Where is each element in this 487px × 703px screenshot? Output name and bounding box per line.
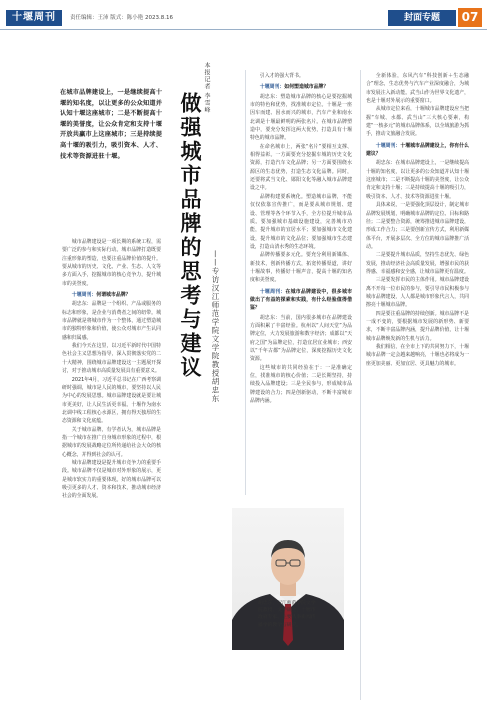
- body-paragraph: 从城市定位来看，十堰城市品牌建设应当把握“车城、水都、武当山”三大核心要素，构建“一核多元”的城市品牌体系，以全域旅游为抓手，推动文旅融合发展。: [366, 106, 469, 138]
- body-paragraph: 关于城市品牌，有学者认为，城市品牌是指一个城市在推广自身城市形象的过程中，根据城市的发展战略定位所传递给社会大众的核心概念，并得到社会的认可。: [62, 426, 161, 458]
- question-label: 十堰周刊：: [259, 288, 286, 295]
- question-label: 十堰周刊：: [71, 292, 97, 299]
- body-paragraph: 胡忠东：品牌是一个组织、产品或服务的标志和形象，是企业与消费者之间的纽带。城市品牌就是将城市作为一个整体，通过塑造城市的独特形象和价值，使公众对城市产生认同感和归属感。: [62, 301, 161, 341]
- body-paragraph: 具体来说，一是要强化顶层设计，制定城市品牌发展规划，明确城市品牌的定位、目标和路径；二是要整合资源，统筹推进城市品牌建设，形成工作合力；三是要创新宣传方式，利用新媒体平台，开展多层次、全方位的城市品牌推广活动。: [366, 202, 469, 250]
- body-paragraph: 胡忠东：塑造城市品牌的核心是要挖掘城市的特色和优势，找准城市定位。十堰是一座因车而建、因水而兴的城市，汽车产业和南水北调是十堰最鲜明的两张名片。在城市品牌塑造中，要充分发挥这两大优势，打造具有十堰特色的城市品牌。: [250, 93, 352, 142]
- body-paragraph: 胡忠东：当前，国内很多城市在品牌建设方面积累了丰富经验。杭州以“人间天堂”为品牌定位，大力发展旅游和数字经济；成都以“天府之国”为品牌定位，打造宜居宜业城市；西安以“千年古都”为品牌定位，深度挖掘历史文化资源。: [250, 314, 352, 363]
- body-column-1: [62, 238, 161, 501]
- photo-caption: 胡忠东，汉江师范学院文学院教授，文学硕士，十堰市政府专家，主要从事新闻传播学的教学与研究。: [258, 601, 316, 628]
- byline: 本报记者 李雪峰: [203, 62, 210, 114]
- lead-quote: 在城市品牌建设上，一是继续提高十堰的知名度，以让更多的公众知道并认知十堰这座城市；二是不断提高十堰的美誉度，让公众肯定和支持十堰开放共赢市上这座城市；三是持续提高十堰的吸引力，吸引资本、人才、技术等资源进驻十堰。: [60, 89, 163, 160]
- column-divider: [360, 70, 361, 700]
- body-paragraph: 二是要提升城市品质，坚持生态优先、绿色发展，推动经济社会高质量发展，增强市民的获得感、幸福感和安全感，让城市品牌更有温度。: [366, 252, 469, 275]
- interview-question: [250, 288, 352, 313]
- body-paragraph: 这些城市的共同经验在于：一是准确定位，找准城市的核心价值；二是长期坚持，持续投入品牌建设；三是全民参与，形成城市品牌建设的合力；四是创新驱动，不断丰富城市品牌内涵。: [250, 364, 352, 405]
- body-paragraph: 我们相信，在全市上下的共同努力下，十堰城市品牌一定会越来越响亮，十堰也必将成为一座更加美丽、更加宜居、更具魅力的城市。: [366, 344, 469, 367]
- column-divider: [245, 70, 246, 495]
- question-text: 如何塑造城市品牌？: [284, 84, 329, 91]
- body-paragraph: 胡忠东：在城市品牌建设上，一是继续提高十堰的知名度，以让更多的公众知道并认知十堰这座城市；二是不断提高十堰的美誉度，让公众肯定和支持十堰；三是持续提高十堰的吸引力，吸引资本、人才、技术等资源进驻十堰。: [366, 160, 469, 200]
- body-paragraph: 引入才的强大背书。: [259, 73, 304, 79]
- body-paragraph: 我们今天在这里，以习近平新时代中国特色社会主义思想为指导，深入贯彻落实党的二十大精神，围绕城市品牌建设这一主题展开探讨，对于推动城市高质量发展具有重要意义。: [62, 343, 161, 375]
- body-paragraph: 三是要发挥市民的主体作用。城市品牌建设离不开每一位市民的参与，要引导市民积极参与城市品牌建设，人人都是城市形象代言人，共同擦亮十堰城市品牌。: [366, 277, 469, 309]
- page-number: 07: [458, 8, 482, 27]
- question-text: 何谓城市品牌？: [96, 292, 131, 299]
- interview-question: [62, 291, 161, 299]
- editor-line: 责任编辑：王沛 版式：陈小艳 2023.8.16: [70, 15, 173, 21]
- section-tab: 封面专题: [388, 10, 456, 26]
- body-paragraph: 城市品牌建设是提升城市竞争力的重要手段。城市品牌不仅是城市对外形象的展示，更是城市软实力的重要体现。好的城市品牌可以吸引更多的人才、资本和技术，推动城市经济社会的全面发展。: [62, 459, 161, 500]
- body-paragraph: 全新体验，东风汽车“科技创新＋生态融合”理念，生态优势与汽车产业深度融合，为城市发展注入新动能。武当山作为世界文化遗产，也是十堰对外展示的重要窗口。: [366, 73, 469, 105]
- body-column-3: [366, 72, 469, 368]
- body-paragraph: 在命名城市上，两张“名片”要相互支撑、相得益彰。一方面要充分挖掘车城的历史文化资源，打造汽车文化品牌；另一方面要围绕水源区的生态优势，打造生态文化品牌。同时，还要将武当文化、郧阳文化等融入城市品牌建设之中。: [250, 143, 352, 192]
- subtitle: ——专访汉江师范学院文学院教授胡忠东: [211, 250, 220, 403]
- body-paragraph: 2021年4月，习近平总书记在广西考察调研时强调，城市是人民的城市，要坚持以人民为中心的发展思想。城市品牌建设就是要让城市更美好，让人民生活更幸福。十堰作为南水北调中线工程核心水源区，拥有得天独厚的生态资源和文化底蕴。: [62, 376, 161, 425]
- interview-question: [366, 142, 469, 159]
- interview-question: [250, 83, 352, 91]
- question-label: 十堰周刊：: [375, 142, 401, 149]
- body-paragraph: 城市品牌建设是一项长期的系统工程，需要广泛的参与和实际行动。城市品牌打造既要注重形象的塑造，也要注重品牌价值的提升。要从城市的历史、文化、产业、生态、人文等多方面入手，挖掘城市的核心竞争力，提升城市的美誉度。: [62, 239, 161, 287]
- headline: 做强城市品牌的思考与建议: [178, 92, 203, 380]
- body-paragraph: 四是要注重品牌的持续创新。城市品牌不是一成不变的，要根据城市发展的新形势、新要求，不断丰富品牌内涵，提升品牌价值，让十堰城市品牌焕发新的生机与活力。: [366, 310, 469, 342]
- question-text: 在城市品牌建设中，很多城市做出了有益的探索和实践，有什么经验值得借鉴？: [250, 288, 352, 312]
- question-label: 十堰周刊：: [259, 84, 285, 91]
- body-paragraph: 品牌传播要多元化。要充分利用新媒体、新技术，创新传播方式，拓宽传播渠道，讲好十堰故事，传播好十堰声音，提高十堰的知名度和美誉度。: [250, 252, 352, 284]
- masthead: 十堰周刊: [6, 10, 62, 26]
- page-header: [0, 0, 487, 30]
- question-text: 十堰城市品牌建设上，你有什么建议？: [366, 142, 469, 158]
- body-paragraph: 品牌构建要系统化。塑造城市品牌，不能仅仅依靠宣传推广，而是要从城市规划、建设、管理等各个环节入手，全方位提升城市品质。要加强城市基础设施建设，完善城市功能，提升城市的宜居水平；要加强城市文化建设，提升城市的文化品位；要加强城市生态建设，打造山清水秀的生态环境。: [250, 193, 352, 250]
- body-column-2: [250, 72, 352, 405]
